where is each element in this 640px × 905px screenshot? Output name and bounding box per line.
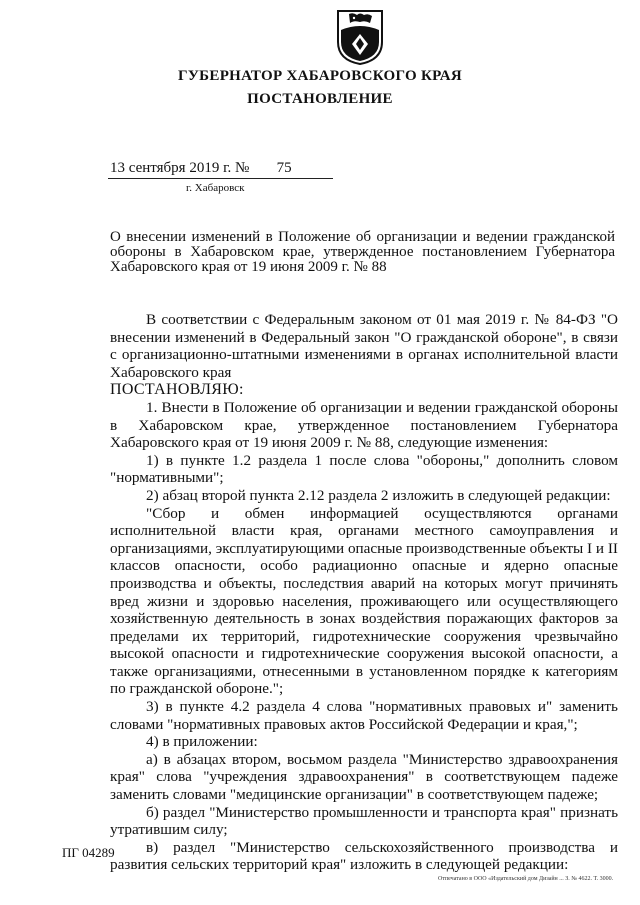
coat-of-arms-icon (335, 8, 385, 66)
number-label: № (235, 160, 250, 176)
document-subject: О внесении изменений в Положение об организации и ведении гражданской обороны в Хабаровском крае, утвержденное постановлением Губернатора Хабаровского края от 19 июня 2009 г. № 88 (110, 229, 615, 275)
form-code: ПГ 04289 (62, 845, 115, 860)
paragraph: б) раздел "Министерство промышленности и транспорта края" признать утратившим силу; (110, 803, 618, 839)
document-number: 75 (276, 160, 292, 176)
authority-title: ГУБЕРНАТОР ХАБАРОВСКОГО КРАЯ (178, 68, 462, 84)
paragraph: 3) в пункте 4.2 раздела 4 слова "нормативных правовых и" заменить словами "нормативных правовых актов Российской Федерации и края,"; (110, 698, 618, 733)
paragraph: 4) в приложении: (146, 733, 258, 751)
paragraph: 2) абзац второй пункта 2.12 раздела 2 изложить в следующей редакции: (146, 486, 611, 504)
printer-note: Отпечатано в ООО «Издательский дом Дизайн ... З. № 4622. Т. 3000. (438, 876, 614, 882)
document-type: ПОСТАНОВЛЕНИЕ (247, 91, 393, 107)
paragraph: а) в абзацах втором, восьмом раздела "Министерство здравоохранения края" слова "учреждения здравоохранения" в соответствующем падеже заменить словами "медицинские организации" в соответствующем падеже; (110, 750, 618, 804)
document-city: г. Хабаровск (186, 182, 245, 194)
document-body (110, 311, 618, 874)
paragraph: в) раздел "Министерство сельскохозяйственного производства и развития сельских территорий края" изложить в следующей редакции: (110, 838, 618, 874)
paragraph: "Сбор и обмен информацией осуществляются органами исполнительной власти края, органами местного самоуправления и организациями, эксплуатирующими опасные производственные объекты I и II классов опасности, особо радиационно опасные и ядерно опасные производства и объекты, последствия аварий на которых могут причинять вред жизни и здоровью населения, проживающего или осуществляющего хозяйственную деятельность в зонах воздействия поражающих факторов за пределами их территорий, гидротехнические сооружения чрезвычайно высокой опасности и гидротехнические сооружения высокой опасности, а также организациями, отнесенными в установленном порядке к категориям по гражданской обороне."; (110, 504, 618, 698)
resolve-heading: ПОСТАНОВЛЯЮ: (110, 381, 244, 399)
paragraph: 1) в пункте 1.2 раздела 1 после слова "обороны," дополнить словом "нормативными"; (110, 451, 618, 487)
paragraph: 1. Внести в Положение об организации и ведении гражданской обороны в Хабаровском крае, утвержденное постановлением Губернатора Хабаровского края от 19 июня 2009 г. № 88, следующие изменения: (110, 398, 618, 452)
date-line (110, 160, 315, 177)
date-underline (108, 178, 333, 179)
preamble: В соответствии с Федеральным законом от 01 мая 2019 г. № 84-ФЗ "О внесении изменений в Федеральный закон "О гражданской обороне", в связи с организационно-штатными изменениями в органах исполнительной власти Хабаровского края (110, 311, 618, 381)
document-date: 13 сентября 2019 г. (110, 160, 232, 176)
